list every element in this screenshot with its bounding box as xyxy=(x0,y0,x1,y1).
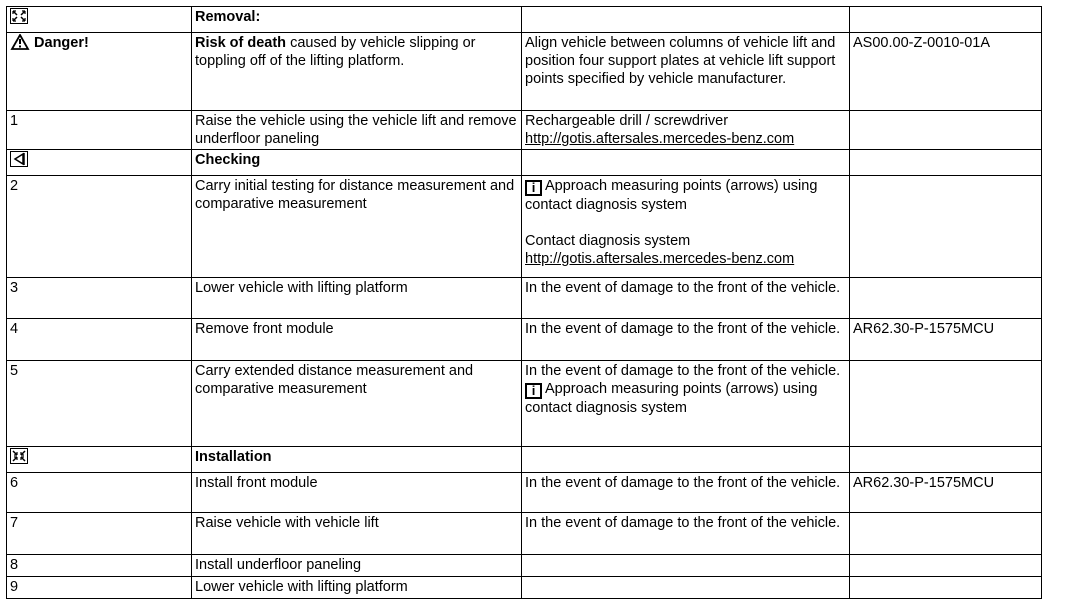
step-row xyxy=(7,319,1042,361)
info-text: Approach measuring points (arrows) using contact diagnosis system xyxy=(525,381,818,416)
removal-icon xyxy=(10,8,28,24)
step-number: 8 xyxy=(7,555,192,577)
step-note: In the event of damage to the front of the vehicle. xyxy=(522,473,850,513)
danger-ref: AS00.00-Z-0010-01A xyxy=(850,33,1042,111)
step-row xyxy=(7,473,1042,513)
step-row xyxy=(7,577,1042,599)
step-note: In the event of damage to the front of the vehicle. xyxy=(522,513,850,555)
step-ref: AR62.30-P-1575MCU xyxy=(850,319,1042,361)
step-text: Carry extended distance measurement and comparative measurement xyxy=(192,361,522,447)
step-row xyxy=(7,176,1042,278)
section-checking xyxy=(7,150,1042,176)
step-text: Install underfloor paneling xyxy=(192,555,522,577)
step-number: 6 xyxy=(7,473,192,513)
step-text: Install front module xyxy=(192,473,522,513)
step-text: Carry initial testing for distance measurement and comparative measurement xyxy=(192,176,522,278)
step-number: 7 xyxy=(7,513,192,555)
step-text: Lower vehicle with lifting platform xyxy=(192,577,522,599)
step-row xyxy=(7,513,1042,555)
section-installation xyxy=(7,447,1042,473)
risk-heading: Risk of death xyxy=(195,35,287,51)
checking-icon xyxy=(10,151,28,167)
risk-text: caused by vehicle slipping or toppling off of the lifting platform. xyxy=(195,35,476,69)
step-text: Raise the vehicle using the vehicle lift and remove underfloor paneling xyxy=(192,111,522,150)
step-number: 4 xyxy=(7,319,192,361)
section-title: Removal: xyxy=(192,7,522,33)
gotis-link[interactable]: http://gotis.aftersales.mercedes-benz.com xyxy=(525,251,795,267)
section-removal xyxy=(7,7,1042,33)
gotis-link[interactable]: http://gotis.aftersales.mercedes-benz.com xyxy=(525,131,795,147)
step-row xyxy=(7,111,1042,150)
danger-note: Align vehicle between columns of vehicle lift and position four support plates at vehicle lift support points specified by vehicle manufacturer. xyxy=(522,33,850,111)
step-ref: AR62.30-P-1575MCU xyxy=(850,473,1042,513)
step-text: Remove front module xyxy=(192,319,522,361)
step-number: 9 xyxy=(7,577,192,599)
step-number: 3 xyxy=(7,278,192,319)
step-text: Raise vehicle with vehicle lift xyxy=(192,513,522,555)
step-row xyxy=(7,555,1042,577)
step-row xyxy=(7,361,1042,447)
step-text: Lower vehicle with lifting platform xyxy=(192,278,522,319)
tool-note: Contact diagnosis system xyxy=(525,233,691,249)
info-icon: i xyxy=(525,383,542,399)
procedure-table xyxy=(6,6,1042,599)
info-text: Approach measuring points (arrows) using contact diagnosis system xyxy=(525,178,818,213)
installation-icon xyxy=(10,448,28,464)
step-row xyxy=(7,278,1042,319)
step-note: In the event of damage to the front of the vehicle. xyxy=(522,319,850,361)
section-title: Installation xyxy=(192,447,522,473)
tool-note: Rechargeable drill / screwdriver xyxy=(525,113,729,129)
removal-icon-cell xyxy=(7,7,192,33)
danger-label: Danger! xyxy=(34,35,89,51)
info-icon: i xyxy=(525,180,542,196)
section-title: Checking xyxy=(192,150,522,176)
step-note: In the event of damage to the front of the vehicle. xyxy=(522,278,850,319)
warning-triangle-icon xyxy=(10,34,30,50)
step-number: 2 xyxy=(7,176,192,278)
danger-row xyxy=(7,33,1042,111)
step-note: In the event of damage to the front of the vehicle. xyxy=(525,363,841,379)
step-number: 1 xyxy=(7,111,192,150)
step-number: 5 xyxy=(7,361,192,447)
